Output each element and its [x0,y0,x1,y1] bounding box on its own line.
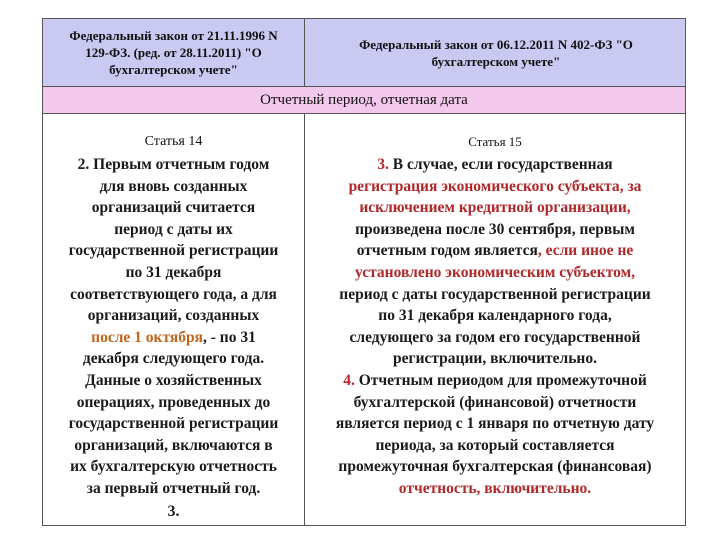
text-line [305,176,685,198]
text-line: организаций, созданных [87,307,260,325]
text-fragment: отчетным годом является [356,242,538,260]
text-line: организаций, включаются в [74,436,273,454]
old-law-column [43,114,305,525]
text-line: организаций считается [91,199,256,217]
text-line: исключением кредитной организации, [359,199,631,217]
text-line [305,370,685,392]
table-header [43,19,685,87]
text-line: по 31 декабря календарного года, [378,307,612,325]
highlight-date: после 1 октября [91,328,204,346]
text-line: периода, за который составляется [375,436,615,454]
text-line: государственной регистрации [68,415,279,433]
old-law-article: Статья 14 [144,134,203,149]
text-fragment: , если иное не [537,242,634,260]
header-new-law-line: бухгалтерском учете" [431,53,561,69]
paragraph-number: 3. [377,156,389,173]
text-line [305,154,685,176]
text-line: Данные о хозяйственных [85,371,262,389]
section-title: Отчетный период, отчетная дата [43,87,685,114]
text-line: отчетность, включительно. [398,479,592,497]
text-line: за первый отчетный год. [86,479,261,497]
text-fragment: , за [619,177,642,195]
header-old-law [43,19,305,86]
text-fragment: Отчетным периодом для промежуточной [354,371,647,389]
text-line: регистрации, включительно. [393,350,597,368]
header-old-law-line: Федеральный закон от 21.11.1996 N [69,28,278,43]
new-law-text [305,154,685,500]
new-law-column [305,114,685,525]
text-line: операциях, проведенных до [76,393,271,411]
text-line: для вновь созданных [99,177,248,195]
header-new-law-line: Федеральный закон от 06.12.2011 N 402-ФЗ "О [359,36,633,52]
new-law-article: Статья 15 [468,134,522,149]
paragraph-number: 4. [343,371,355,389]
text-line: государственной регистрации [68,242,279,260]
text-line: бухгалтерской (финансовой) отчетности [353,393,637,411]
header-new-law [305,19,687,86]
text-line: 2. Первым отчетным годом [77,156,270,173]
text-line: является период с 1 января по отчетную дату [335,415,655,433]
text-line [43,327,304,349]
text-line: декабря следующего года. [82,350,265,368]
text-line: следующего за годом его государственной [349,328,641,346]
header-old-law-line: бухгалтерском учете" [109,62,238,77]
text-line: произведена после 30 сентября, первым [355,220,635,238]
text-line: по 31 декабря [125,263,222,281]
text-line [305,240,685,262]
old-law-text [43,154,304,500]
text-line: их бухгалтерскую отчетность [70,458,277,476]
text-line: промежуточная бухгалтерская (финансовая) [338,458,652,476]
text-line: соответствующего года, а для [70,285,277,303]
old-law-footer: 3. [167,503,180,520]
comparison-table [42,18,686,526]
text-line: период с даты государственной регистрации [339,285,651,303]
text-line: период с даты их [114,220,233,238]
text-fragment: регистрация экономического субъекта [348,177,620,195]
text-fragment: , - по 31 [203,328,256,346]
header-old-law-line: 129-ФЗ. (ред. от 28.11.2011) "О [85,45,262,60]
text-line: установлено экономическим субъектом, [354,263,636,281]
text-fragment: В случае, если государственная [388,156,613,173]
